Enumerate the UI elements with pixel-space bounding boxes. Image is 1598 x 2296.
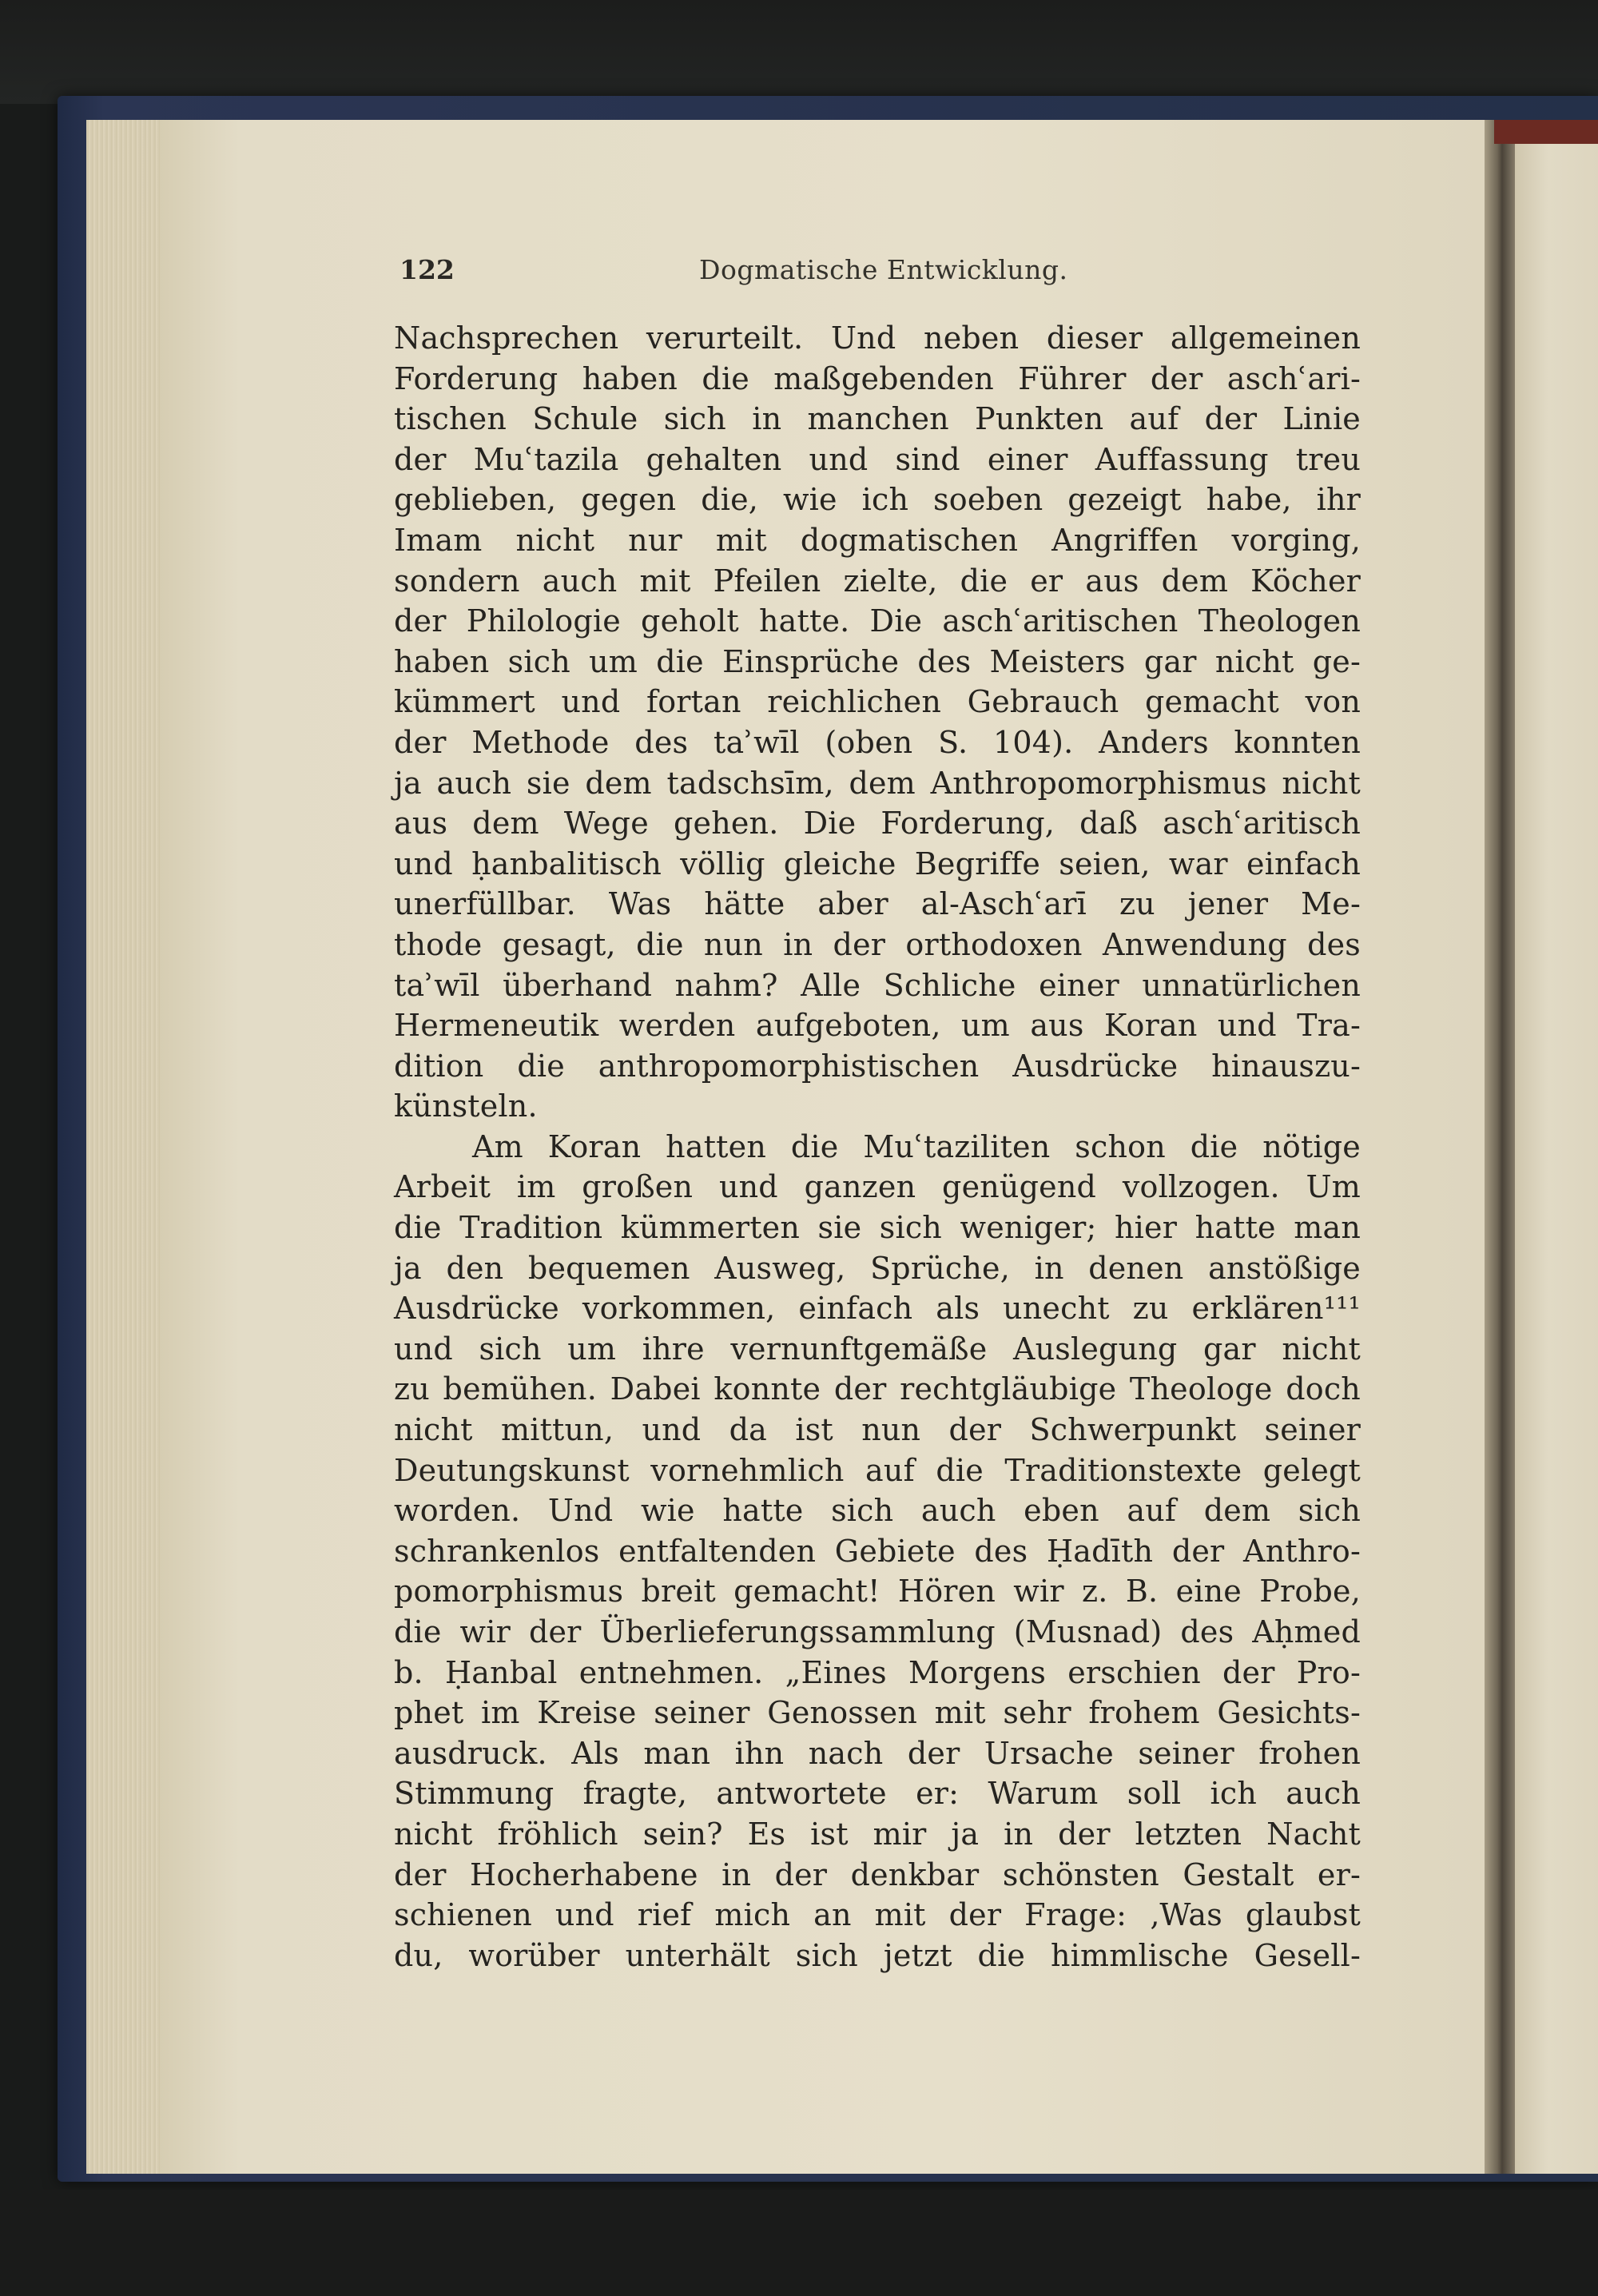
text-line: der Muʿtazila gehalten und sind einer Auffassung treu: [394, 441, 1361, 477]
text-line: ja den bequemen Ausweg, Sprüche, in denen anstößige: [394, 1250, 1361, 1286]
text-line: phet im Kreise seiner Genossen mit sehr frohem Gesichts-: [394, 1695, 1361, 1731]
running-head: [400, 254, 1358, 286]
paragraph-start-line: Am Koran hatten die Muʿtaziliten schon die nötige: [472, 1128, 1361, 1164]
body-text: [394, 318, 1361, 1976]
text-line: schrankenlos entfaltenden Gebiete des Ḥadīth der Anthro-: [394, 1533, 1361, 1569]
text-line: sondern auch mit Pfeilen zielte, die er aus dem Köcher: [394, 563, 1361, 599]
text-line: taʾwīl überhand nahm? Alle Schliche einer unnatürlichen: [394, 967, 1361, 1003]
paragraph-end-line: künsteln.: [394, 1088, 538, 1124]
text-line: worden. Und wie hatte sich auch eben auf dem sich: [394, 1493, 1361, 1529]
text-line: nicht mittun, und da ist nun der Schwerpunkt seiner: [394, 1412, 1361, 1448]
text-line: tischen Schule sich in manchen Punkten auf der Linie: [394, 401, 1361, 437]
text-line: Imam nicht nur mit dogmatischen Angriffen vorging,: [394, 522, 1361, 558]
text-line: ja auch sie dem tadschsīm, dem Anthropomorphismus nicht: [394, 765, 1361, 801]
facing-page-edge: [1515, 120, 1598, 2174]
text-line: du, worüber unterhält sich jetzt die himmlische Gesell-: [394, 1937, 1361, 1973]
text-line: der Methode des taʾwīl (oben S. 104). Anders konnten: [394, 724, 1361, 760]
text-line: die Tradition kümmerten sie sich weniger; hier hatte man: [394, 1210, 1361, 1246]
text-line: Nachsprechen verurteilt. Und neben dieser allgemeinen: [394, 320, 1361, 356]
text-line: thode gesagt, die nun in der orthodoxen Anwendung des: [394, 926, 1361, 962]
text-line: die wir der Überlieferungssammlung (Musnad) des Aḥmed: [394, 1614, 1361, 1649]
text-line: dition die anthropomorphistischen Ausdrücke hinauszu-: [394, 1048, 1361, 1084]
text-line: pomorphismus breit gemacht! Hören wir z. B. eine Probe,: [394, 1574, 1361, 1610]
text-line: schienen und rief mich an mit der Frage: ‚Was glaubst: [394, 1897, 1361, 1933]
text-line: Arbeit im großen und ganzen genügend vollzogen. Um: [394, 1169, 1361, 1205]
page-number: 122: [400, 254, 455, 285]
text-line: aus dem Wege gehen. Die Forderung, daß aschʿaritisch: [394, 806, 1361, 842]
text-line: und ḥanbalitisch völlig gleiche Begriffe seien, war einfach: [394, 846, 1361, 881]
text-line: unerfüllbar. Was hätte aber al-Aschʿarī zu jener Me-: [394, 886, 1361, 922]
text-line: Deutungskunst vornehmlich auf die Traditionstexte gelegt: [394, 1452, 1361, 1488]
text-line: geblieben, gegen die, wie ich soeben gezeigt habe, ihr: [394, 482, 1361, 518]
text-line: und sich um ihre vernunftgemäße Auslegung gar nicht: [394, 1331, 1361, 1367]
text-line: haben sich um die Einsprüche des Meisters gar nicht ge-: [394, 643, 1361, 679]
scan-background-top: [0, 0, 1598, 104]
text-line: der Hocherhabene in der denkbar schönsten Gestalt er-: [394, 1856, 1361, 1892]
book-gutter: [1485, 120, 1517, 2174]
text-line: b. Ḥanbal entnehmen. „Eines Morgens erschien der Pro-: [394, 1654, 1361, 1690]
text-line: Forderung haben die maßgebenden Führer der aschʿari-: [394, 360, 1361, 396]
text-line: kümmert und fortan reichlichen Gebrauch gemacht von: [394, 684, 1361, 720]
bookmark-ribbon: [1494, 120, 1598, 144]
text-line: ausdruck. Als man ihn nach der Ursache seiner frohen: [394, 1735, 1361, 1771]
scan-background-bottom: [0, 2190, 1598, 2296]
running-title: Dogmatische Entwicklung.: [699, 254, 1068, 285]
text-line: Ausdrücke vorkommen, einfach als unecht zu erklären¹¹¹: [394, 1291, 1361, 1327]
text-line: Hermeneutik werden aufgeboten, um aus Koran und Tra-: [394, 1008, 1361, 1044]
text-line: zu bemühen. Dabei konnte der rechtgläubige Theologe doch: [394, 1371, 1361, 1407]
text-line: nicht fröhlich sein? Es ist mir ja in der letzten Nacht: [394, 1816, 1361, 1852]
text-line: Stimmung fragte, antwortete er: Warum soll ich auch: [394, 1776, 1361, 1812]
text-line: der Philologie geholt hatte. Die aschʿaritischen Theologen: [394, 603, 1361, 639]
